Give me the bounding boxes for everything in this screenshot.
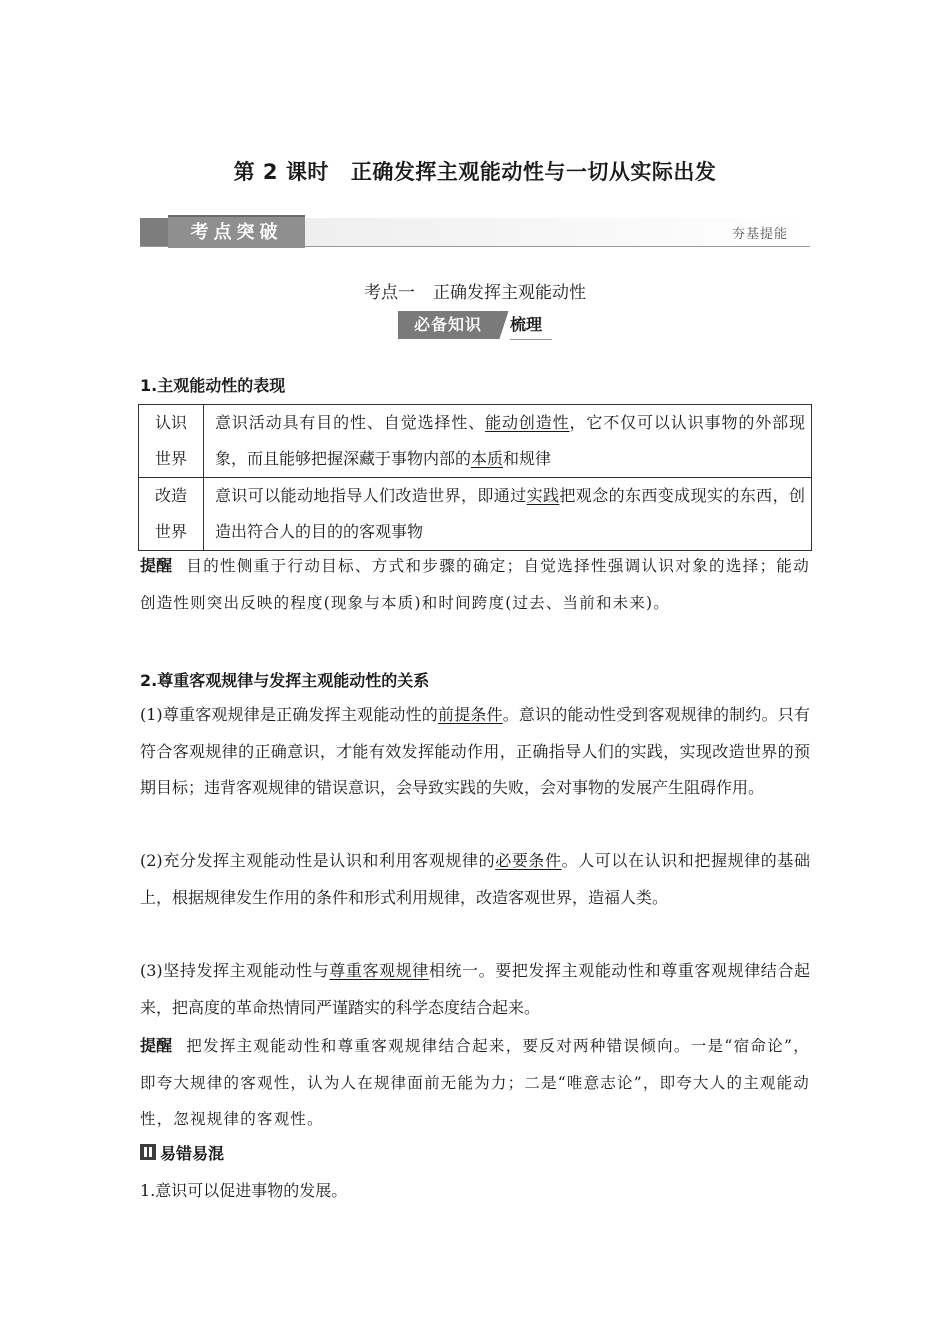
heading-1: 1.主观能动性的表现	[140, 376, 286, 395]
row-key: 认识 世界	[139, 405, 204, 478]
heading-2: 2.尊重客观规律与发挥主观能动性的关系	[140, 671, 430, 690]
banner-tab: 考点突破	[168, 215, 305, 248]
banner-subtitle: 夯基提能	[731, 227, 788, 242]
reminder-1: 提醒 目的性侧重于行动目标、方式和步骤的确定；自觉选择性强调认识对象的选择；能动创造性则突出反映的程度(现象与本质)和时间跨度(过去、当前和未来)。	[140, 556, 810, 612]
knowledge-badge: 必备知识 梳理	[398, 311, 552, 339]
section-heading: 考点一 正确发挥主观能动性	[364, 283, 586, 303]
section-banner	[140, 213, 810, 249]
paragraph-2: (2)充分发挥主观能动性是认识和利用客观规律的必要条件。人可以在认识和把握规律的基础上，根据规律发生作用的条件和形式利用规律，改造客观世界，造福人类。	[140, 851, 810, 907]
pause-bars-icon	[140, 1144, 156, 1160]
statement-1: 1.意识可以促进事物的发展。	[140, 1181, 348, 1200]
row-value: 意识活动具有目的性、自觉选择性、能动创造性，它不仅可以认识事物的外部现象，而且能够把握深藏于事物内部的本质和规律	[204, 405, 812, 478]
lesson-number: 第 2 课时	[233, 160, 329, 184]
page-title	[0, 156, 950, 186]
paragraph-1: (1)尊重客观规律是正确发挥主观能动性的前提条件。意识的能动性受到客观规律的制约。只有符合客观规律的正确意识，才能有效发挥能动作用，正确指导人们的实践，实现改造世界的预期目标；违背客观规律的错误意识，会导致实践的失败，会对事物的发展产生阻碍作用。	[140, 705, 810, 797]
table-row	[139, 478, 812, 551]
row-key: 改造 世界	[139, 478, 204, 551]
paragraph-3: (3)坚持发挥主观能动性与尊重客观规律相统一。要把发挥主观能动性和尊重客观规律结合起来，把高度的革命热情同严谨踏实的科学态度结合起来。	[140, 961, 810, 1017]
knowledge-table	[138, 404, 812, 551]
lesson-title: 正确发挥主观能动性与一切从实际出发	[350, 160, 717, 184]
row-value: 意识可以能动地指导人们改造世界，即通过实践把观念的东西变成现实的东西，创造出符合人的目的的客观事物	[204, 478, 812, 551]
table-row	[139, 405, 812, 478]
reminder-2: 提醒 把发挥主观能动性和尊重客观规律结合起来，要反对两种错误倾向。一是“宿命论”，即夸大规律的客观性，认为人在规律面前无能为力；二是“唯意志论”，即夸大人的主观能动性，忽视规律的客观性。	[140, 1036, 810, 1128]
